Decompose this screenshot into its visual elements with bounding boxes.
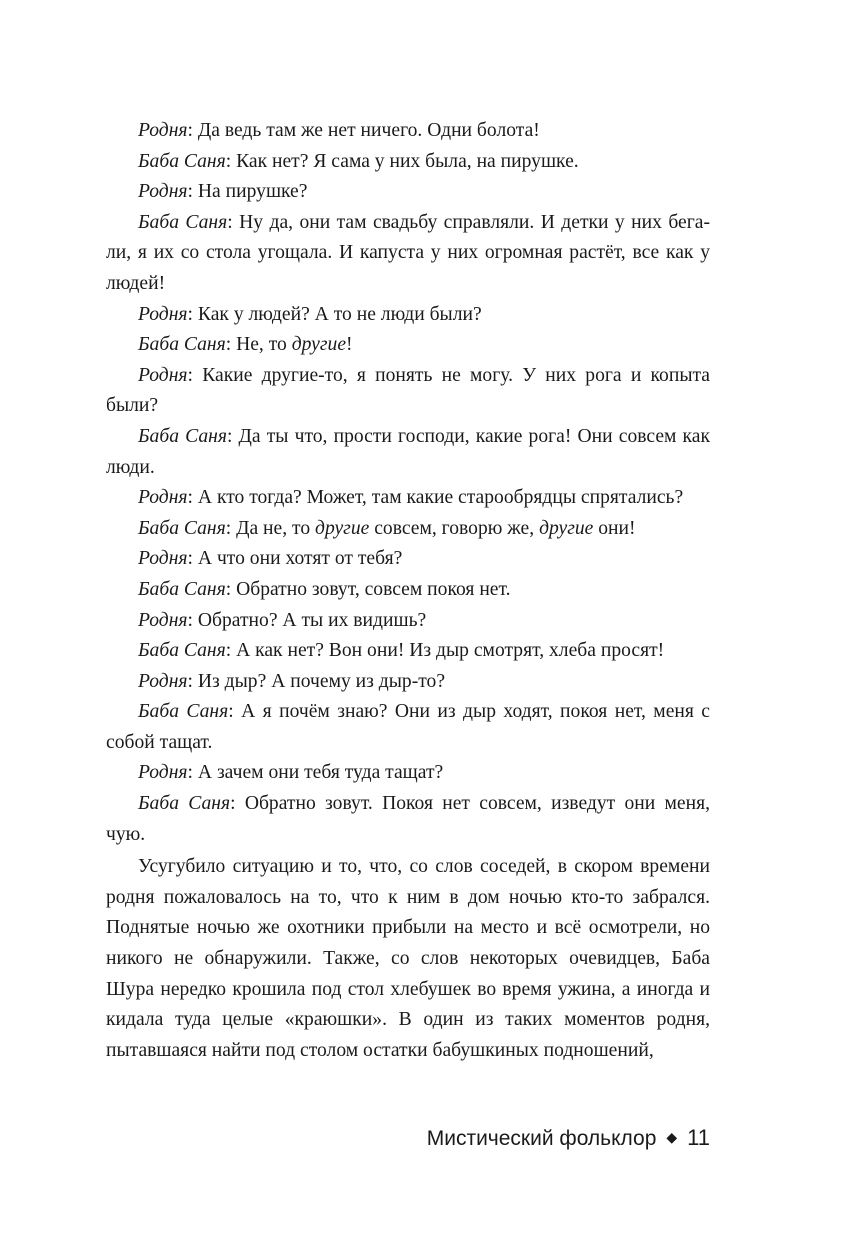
page-body	[106, 116, 710, 1066]
dialogue-line	[106, 208, 710, 300]
dialogue-line	[106, 606, 710, 637]
line-text: : А как нет? Вон они! Из дыр смотрят, хлеба просят!	[225, 640, 665, 662]
dialogue-line	[106, 758, 710, 789]
line-text: !	[346, 334, 353, 356]
line-text: : А я почём знаю? Они из дыр ходят, покоя нет, меня с собой тащат.	[106, 701, 710, 753]
speaker-name: Баба Саня	[138, 211, 228, 233]
line-text: они!	[593, 517, 636, 539]
line-text: : Да ты что, прости господи, какие рога! Они совсем как люди.	[106, 425, 710, 478]
line-text: : Обратно зовут. Покоя нет совсем, изведут они меня, чую.	[106, 793, 710, 845]
speaker-name: Родня	[138, 120, 188, 141]
speaker-name: Родня	[138, 548, 188, 570]
line-text: : А кто тогда? Может, там какие старообрядцы спрятались?	[187, 487, 684, 509]
dialogue-line	[106, 300, 710, 331]
dialogue-line	[106, 177, 710, 208]
speaker-name: Родня	[138, 364, 188, 386]
line-text: : Как у людей? А то не люди были?	[187, 303, 482, 325]
dialogue-line	[106, 483, 710, 514]
speaker-name: Баба Саня	[138, 334, 226, 356]
dialogue-line	[106, 361, 710, 422]
dialogue-block	[106, 116, 710, 850]
running-title: Мистический фольклор	[426, 1127, 657, 1150]
line-text: : Обратно? А ты их видишь?	[187, 609, 427, 631]
page-footer	[106, 1125, 710, 1151]
dialogue-line	[106, 330, 710, 361]
speaker-name: Родня	[138, 762, 188, 784]
line-text: совсем, говорю же,	[369, 517, 540, 539]
speaker-name: Баба Саня	[138, 793, 231, 815]
line-text: : Да ведь там же нет ничего. Одни болота!	[187, 120, 540, 141]
speaker-name: Баба Саня	[138, 150, 226, 172]
emphasized-word: другие	[539, 517, 594, 539]
line-text: : Не, то	[225, 334, 292, 356]
dialogue-line	[106, 789, 710, 850]
speaker-name: Баба Саня	[138, 640, 226, 662]
speaker-name: Родня	[138, 609, 188, 631]
dialogue-line	[106, 697, 710, 758]
speaker-name: Баба Саня	[138, 701, 229, 723]
dialogue-line	[106, 544, 710, 575]
dialogue-line	[106, 116, 710, 147]
dialogue-line	[106, 636, 710, 667]
line-text: : Ну да, они там свадьбу справляли. И детки у них бега-ли, я их со стола угощала. И капуста у них огромная растёт, все как у людей!	[106, 211, 710, 294]
speaker-name: Родня	[138, 181, 188, 203]
narrative-paragraph: Усугубило ситуацию и то, что, со слов соседей, в скором времени родня пожаловалось на то, что к ним в дом ночью кто-то забрался. Поднятые ночью же охотники прибыли на место и всё осмотрели, но никого не обнаружили. Также, со слов некоторых очевидцев, Баба Шура нередко крошила под стол хлебушек во время ужина, а иногда и кидала туда целые «краюшки». В один из таких моментов родня, пытавшаяся найти под столом остатки бабушкиных подношений,	[106, 856, 710, 1061]
line-text: : Как нет? Я сама у них была, на пирушке.	[225, 150, 579, 172]
speaker-name: Родня	[138, 303, 188, 325]
speaker-name: Баба Саня	[138, 578, 226, 600]
line-text: : На пирушке?	[187, 181, 308, 203]
line-text: : Обратно зовут, совсем покоя нет.	[225, 578, 511, 600]
line-text: : Да не, то	[225, 517, 316, 539]
speaker-name: Баба Саня	[138, 425, 227, 447]
dialogue-line	[106, 147, 710, 178]
dialogue-line	[106, 575, 710, 606]
line-text: : Какие другие-то, я понять не могу. У них рога и копыта были?	[106, 364, 710, 417]
speaker-name: Родня	[138, 670, 188, 692]
speaker-name: Родня	[138, 487, 188, 509]
dialogue-line	[106, 667, 710, 698]
speaker-name: Баба Саня	[138, 517, 226, 539]
page-number: 11	[687, 1125, 710, 1150]
line-text: : А что они хотят от тебя?	[187, 548, 403, 570]
dialogue-line	[106, 422, 710, 483]
line-text: : Из дыр? А почему из дыр-то?	[187, 670, 446, 692]
emphasized-word: другие	[291, 334, 347, 356]
emphasized-word: другие	[315, 517, 370, 539]
diamond-separator-icon: ◆	[666, 1129, 678, 1145]
dialogue-line	[106, 514, 710, 545]
line-text: : А зачем они тебя туда тащат?	[187, 762, 444, 784]
